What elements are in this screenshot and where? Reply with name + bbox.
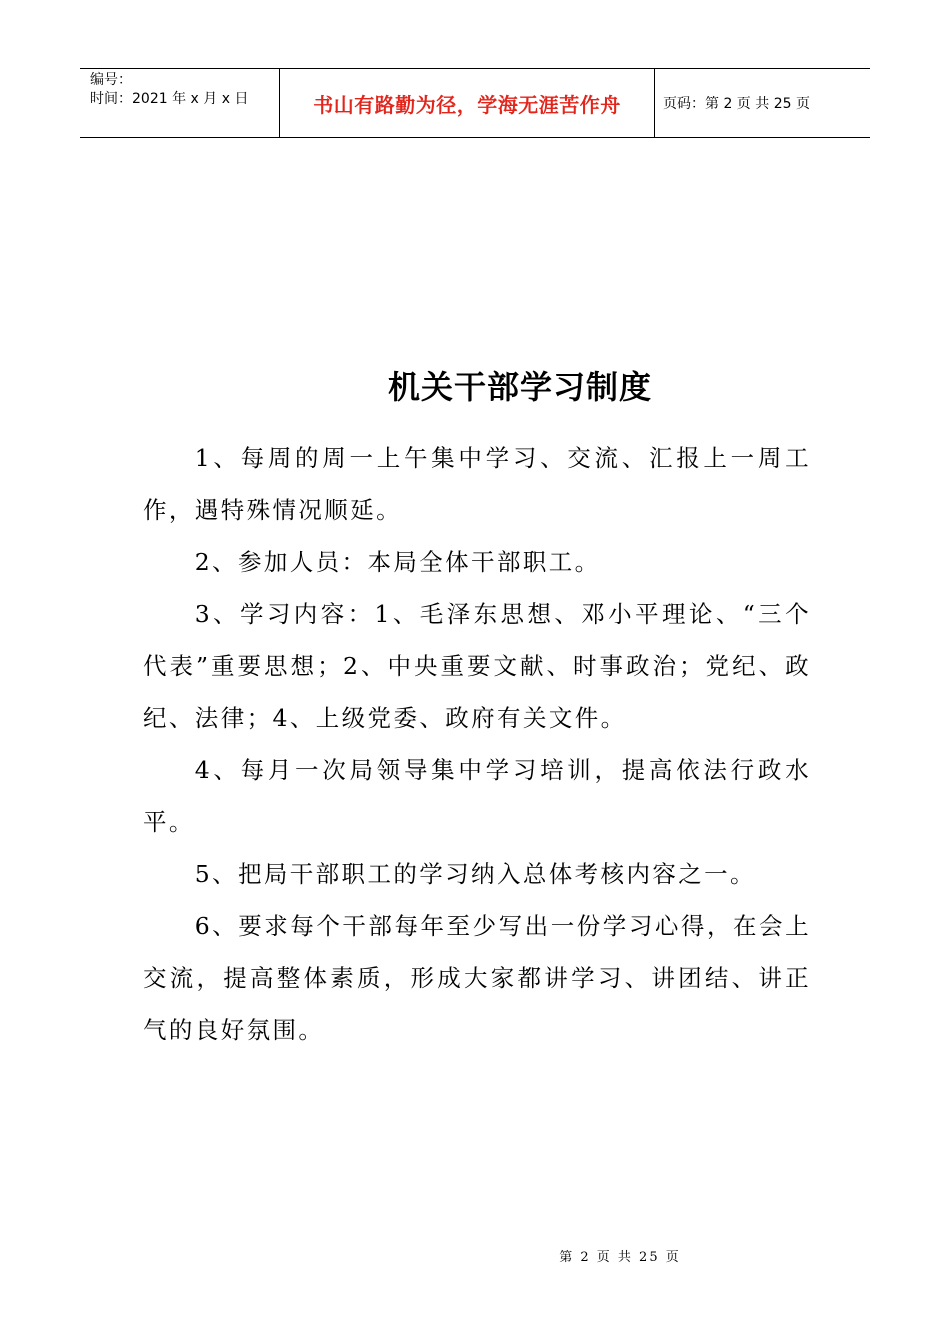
paragraph: 1、每周的周一上午集中学习、交流、汇报上一周工作，遇特殊情况顺延。	[143, 444, 811, 524]
document-number-label: 编号：	[90, 72, 132, 88]
paragraph: 6、要求每个干部每年至少写出一份学习心得，在会上交流，提高整体素质，形成大家都讲学习、讲团结、讲正气的良好氛围。	[143, 912, 811, 1044]
paragraph: 4、每月一次局领导集中学习培训，提高依法行政水平。	[143, 756, 811, 836]
header-page-info: 页码：第 2 页 共 25 页	[663, 96, 810, 112]
paragraph: 2、参加人员：本局全体干部职工。	[194, 548, 601, 576]
document-title: 机关干部学习制度	[387, 368, 652, 406]
header-motto: 书山有路勤为径，学海无涯苦作舟	[280, 69, 655, 137]
page-header	[80, 68, 870, 138]
header-meta	[80, 69, 280, 137]
document-body	[143, 432, 811, 1056]
paragraph: 5、把局干部职工的学习纳入总体考核内容之一。	[194, 860, 756, 888]
paragraph: 3、学习内容：1、毛泽东思想、邓小平理论、“三个代表”重要思想；2、中央重要文献、时事政治；党纪、政纪、法律；4、上级党委、政府有关文件。	[143, 600, 811, 732]
document-time-label: 时间：2021 年 x 月 x 日	[90, 91, 249, 107]
page-footer: 第 2 页 共 25 页	[559, 1250, 681, 1265]
